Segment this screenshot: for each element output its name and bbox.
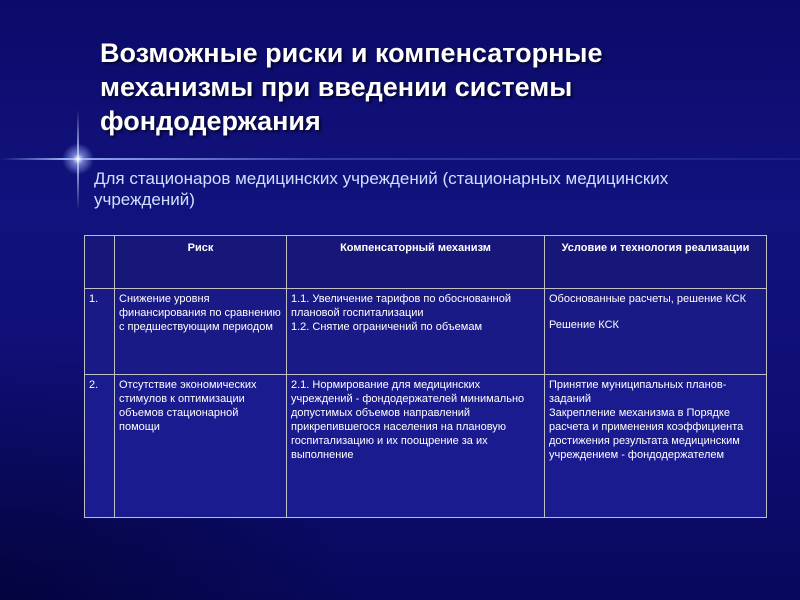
mechanism-cell: [287, 289, 545, 375]
mechanism-item: 2.1. Нормирование для медицинских учреждений - фондодержателей минимально допустимых объемов направлений прикрепившегося населения на плановую госпитализацию и их поощрение за их выполнение: [291, 379, 525, 461]
mechanism-item: 1.2. Снятие ограничений по объемам: [291, 321, 483, 333]
condition-item: Обоснованные расчеты, решение КСК: [549, 293, 747, 305]
condition-cell: [545, 375, 767, 518]
risk-cell: Отсутствие экономических стимулов к оптимизации объемов стационарной помощи: [115, 375, 287, 518]
condition-cell: [545, 289, 767, 375]
row-number: 1.: [85, 289, 115, 375]
header-mechanism: Компенсаторный механизм: [287, 236, 545, 289]
mechanism-item: 1.1. Увеличение тарифов по обоснованной плановой госпитализации: [291, 293, 512, 319]
condition-item: Закрепление механизма в Порядке расчета и применения коэффициента достижения результата медицинским учреждением - фондодержателем: [549, 407, 744, 461]
risk-cell: Снижение уровня финансирования по сравнению с предшествующим периодом: [115, 289, 287, 375]
header-number: [85, 236, 115, 289]
row-number: 2.: [85, 375, 115, 518]
condition-item: Принятие муниципальных планов-заданий: [549, 379, 727, 405]
mechanism-cell: [287, 375, 545, 518]
slide-subtitle: Для стационаров медицинских учреждений (стационарных медицинских учреждений): [94, 169, 669, 209]
table-row: [85, 289, 767, 375]
slide-title: Возможные риски и компенсаторные механизмы при введении системы фондодержания: [100, 38, 603, 136]
header-condition: Условие и технология реализации: [545, 236, 767, 289]
condition-item: Решение КСК: [549, 319, 619, 331]
risk-table: [84, 235, 767, 518]
table-header-row: [85, 236, 767, 289]
lens-flare-horizontal: [0, 158, 800, 160]
table-row: [85, 375, 767, 518]
header-risk: Риск: [115, 236, 287, 289]
spacer: [549, 306, 762, 318]
lens-flare-star-icon: [62, 143, 94, 175]
